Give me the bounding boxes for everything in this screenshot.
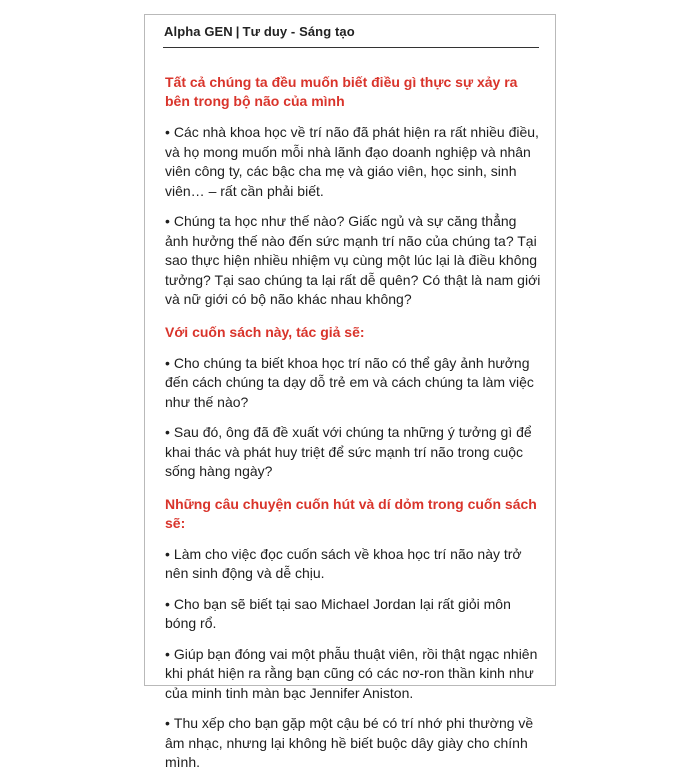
item-text: Thu xếp cho bạn gặp một cậu bé có trí nhớ phi thường về âm nhạc, nhưng lại không hề biết buộc dây giày cho chính mình. (165, 715, 534, 770)
running-header (164, 24, 355, 39)
section-stories (165, 495, 543, 773)
item-text: Các nhà khoa học về trí não đã phát hiện ra rất nhiều điều, và họ mong muốn mỗi nhà lãnh đạo doanh nghiệp và nhân viên công ty, các bậc cha mẹ và giáo viên, học sinh, sinh viên… – rất cần phải biết. (165, 124, 539, 199)
item-text: Chúng ta học như thế nào? Giấc ngủ và sự căng thẳng ảnh hưởng thế nào đến sức mạnh trí não của chúng ta? Tại sao thực hiện nhiều nhiệm vụ cùng một lúc lại là điều không tưởng? Tại sao chúng ta lại rất dễ quên? Có thật là nam giới và nữ giới có bộ não khác nhau không? (165, 213, 541, 307)
list-item (165, 212, 543, 310)
section-brain-curiosity (165, 73, 543, 310)
list-item (165, 423, 543, 482)
bullet-icon: • (165, 645, 170, 662)
section-author-will (165, 323, 543, 482)
book-page (144, 14, 556, 770)
bullet-icon: • (165, 213, 170, 229)
header-rule (163, 47, 539, 48)
list-item (165, 645, 543, 704)
section-heading: Với cuốn sách này, tác giả sẽ: (165, 323, 365, 340)
page-content (165, 73, 543, 784)
list-item (165, 595, 543, 634)
item-text: Cho bạn sẽ biết tại sao Michael Jordan lại rất giỏi môn bóng rổ. (165, 595, 511, 631)
bullet-icon: • (165, 595, 170, 612)
section-heading: Những câu chuyện cuốn hút và dí dỏm trong cuốn sách sẽ: (165, 495, 537, 531)
list-item (165, 545, 543, 584)
item-text: Giúp bạn đóng vai một phẫu thuật viên, rồi thật ngạc nhiên khi phát hiện ra rằng bạn cũng có các nơ-ron thần kinh như của minh tinh màn bạc Jennifer Aniston. (165, 645, 538, 701)
section-heading: Tất cả chúng ta đều muốn biết điều gì thực sự xảy ra bên trong bộ não của mình (165, 74, 518, 109)
list-item (165, 123, 543, 201)
bullet-icon: • (165, 545, 170, 562)
bullet-icon: • (165, 715, 170, 731)
bullet-icon: • (165, 424, 170, 440)
bullet-icon: • (165, 124, 170, 140)
item-text: Cho chúng ta biết khoa học trí não có thể gây ảnh hưởng đến cách chúng ta dạy dỗ trẻ em và cách chúng ta làm việc như thế nào? (165, 354, 534, 410)
category-name: Tư duy - Sáng tạo (242, 24, 355, 39)
header-separator: | (235, 24, 240, 39)
list-item (165, 354, 543, 413)
item-text: Làm cho việc đọc cuốn sách về khoa học trí não này trở nên sinh động và dễ chịu. (165, 545, 522, 581)
item-text: Sau đó, ông đã đề xuất với chúng ta những ý tưởng gì để khai thác và phát huy triệt để sức mạnh trí não trong cuộc sống hàng ngày? (165, 424, 532, 479)
bullet-icon: • (165, 354, 170, 371)
series-name: Alpha GEN (164, 24, 233, 39)
list-item (165, 714, 543, 773)
